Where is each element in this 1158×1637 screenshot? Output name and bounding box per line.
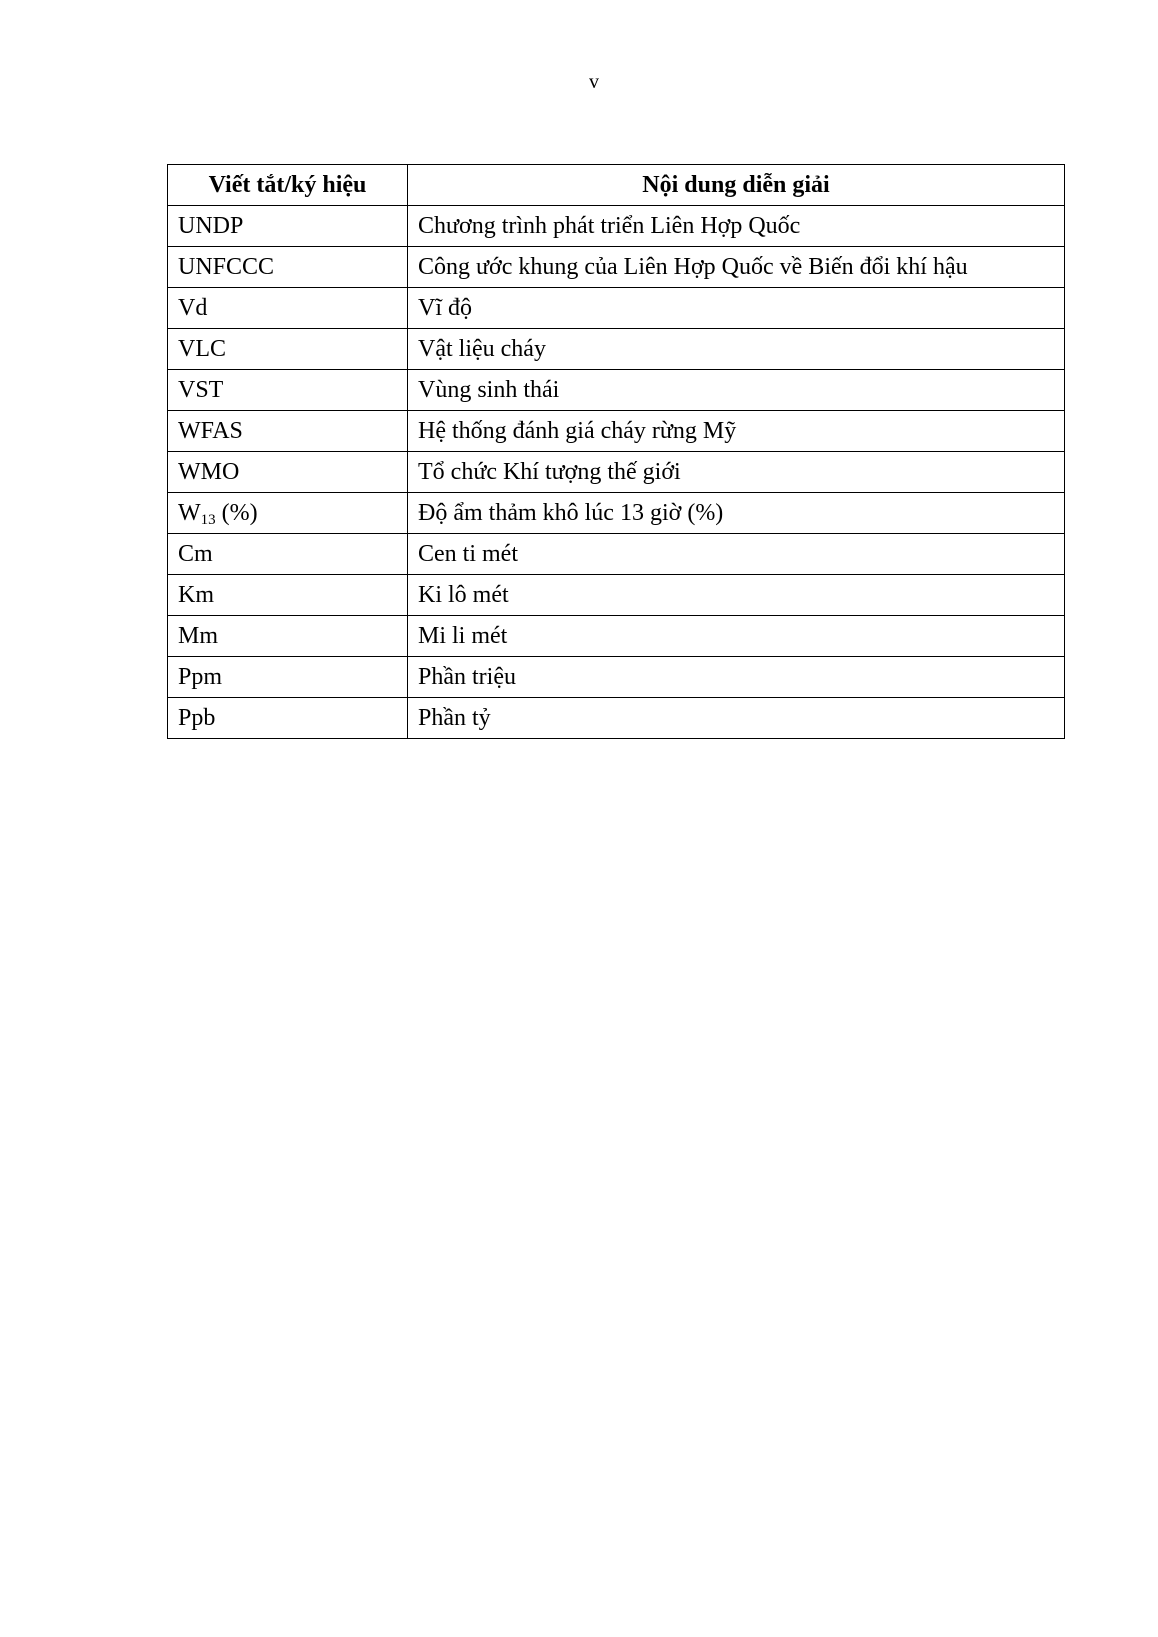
page-number: v	[589, 71, 599, 93]
abbreviation-cell: Cm	[168, 534, 408, 575]
meaning-cell: Phần tỷ	[408, 698, 1065, 739]
table-row	[168, 411, 1065, 452]
table-row	[168, 534, 1065, 575]
abbreviation-cell	[168, 493, 408, 534]
table-row	[168, 247, 1065, 288]
table-header-row	[168, 165, 1065, 206]
meaning-cell: Chương trình phát triển Liên Hợp Quốc	[408, 206, 1065, 247]
meaning-cell: Vật liệu cháy	[408, 329, 1065, 370]
abbreviation-cell: VST	[168, 370, 408, 411]
meaning-cell: Ki lô mét	[408, 575, 1065, 616]
table-row	[168, 698, 1065, 739]
table-row	[168, 370, 1065, 411]
header-abbreviation: Viết tắt/ký hiệu	[168, 165, 408, 206]
meaning-cell: Mi li mét	[408, 616, 1065, 657]
table-row	[168, 493, 1065, 534]
meaning-cell: Tổ chức Khí tượng thế giới	[408, 452, 1065, 493]
table-row	[168, 206, 1065, 247]
meaning-cell: Công ước khung của Liên Hợp Quốc về Biến đổi khí hậu	[408, 247, 1065, 288]
abbreviation-cell: UNDP	[168, 206, 408, 247]
abbreviation-subscript: 13	[200, 512, 216, 528]
meaning-cell: Độ ẩm thảm khô lúc 13 giờ (%)	[408, 493, 1065, 534]
abbreviations-table	[167, 164, 1065, 739]
meaning-cell: Vĩ độ	[408, 288, 1065, 329]
abbreviation-cell: UNFCCC	[168, 247, 408, 288]
table-row	[168, 288, 1065, 329]
abbreviation-cell: Ppm	[168, 657, 408, 698]
abbreviation-base: W	[178, 500, 201, 526]
table-row	[168, 329, 1065, 370]
abbreviation-cell: WMO	[168, 452, 408, 493]
abbreviation-cell: WFAS	[168, 411, 408, 452]
header-meaning: Nội dung diễn giải	[408, 165, 1065, 206]
meaning-cell: Hệ thống đánh giá cháy rừng Mỹ	[408, 411, 1065, 452]
abbreviation-cell: Mm	[168, 616, 408, 657]
abbreviation-cell: Km	[168, 575, 408, 616]
abbreviation-suffix: (%)	[215, 500, 258, 526]
meaning-cell: Phần triệu	[408, 657, 1065, 698]
table-row	[168, 616, 1065, 657]
abbreviation-cell: Vd	[168, 288, 408, 329]
meaning-cell: Vùng sinh thái	[408, 370, 1065, 411]
abbreviation-cell: Ppb	[168, 698, 408, 739]
table-row	[168, 575, 1065, 616]
table-row	[168, 657, 1065, 698]
meaning-cell: Cen ti mét	[408, 534, 1065, 575]
table-row	[168, 452, 1065, 493]
abbreviation-cell: VLC	[168, 329, 408, 370]
